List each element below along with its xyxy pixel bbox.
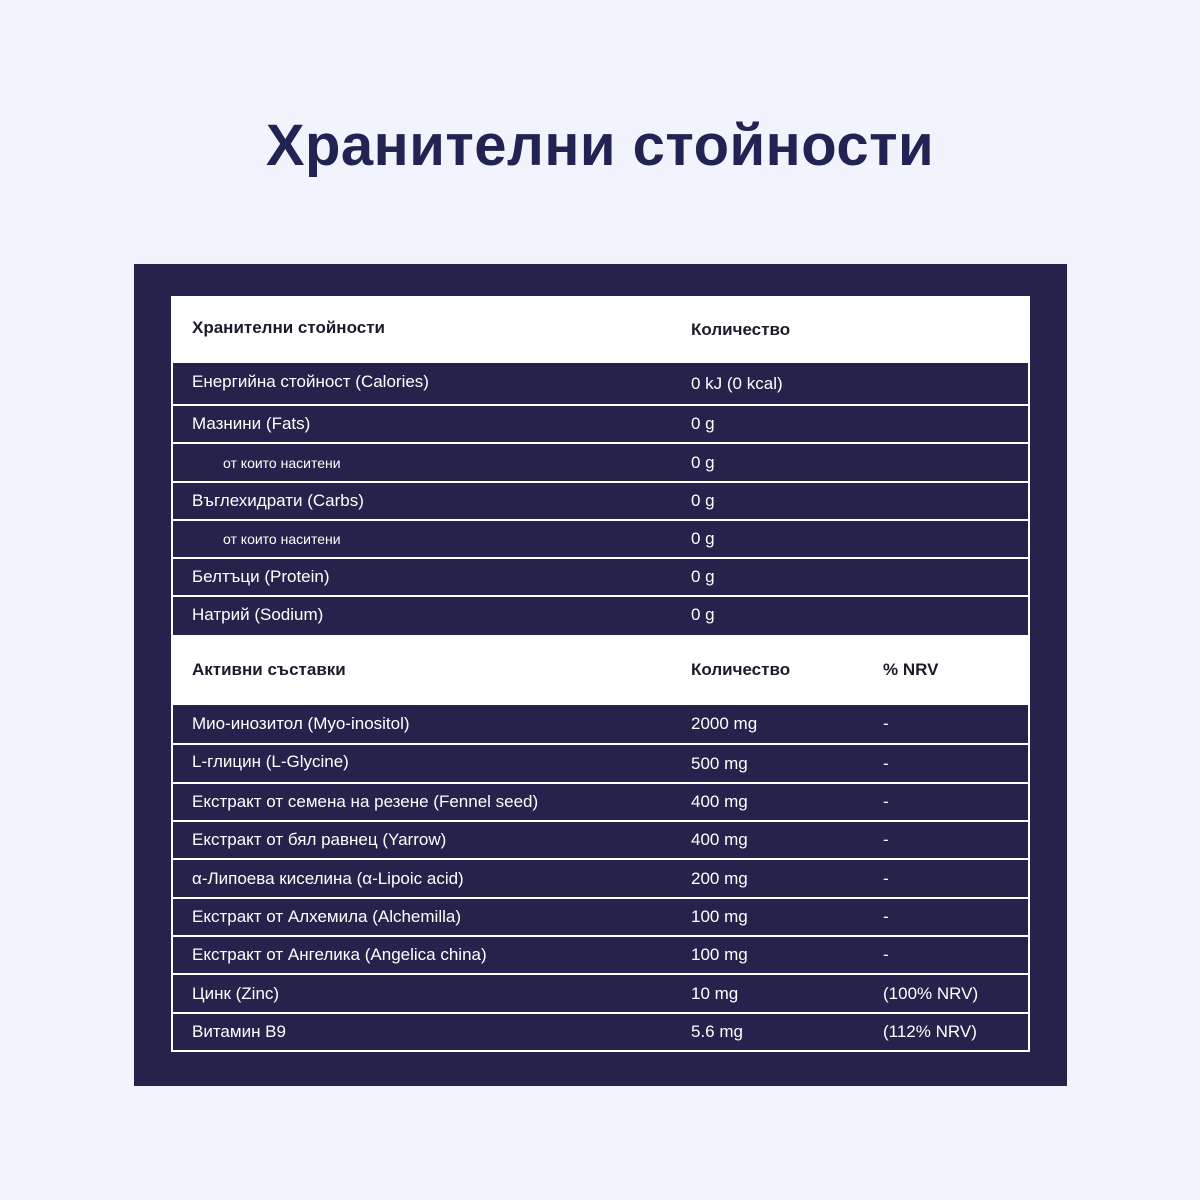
row-name: Мио-инозитол (Myo-inositol)	[192, 714, 410, 733]
row-amount: 2000 mg	[691, 714, 758, 733]
table-row	[171, 559, 1030, 597]
nutrition-panel	[134, 264, 1067, 1086]
row-amount: 100 mg	[691, 945, 748, 964]
row-name: L-глицин (L-Glycine)	[192, 751, 349, 771]
row-name: Мазнини (Fats)	[192, 414, 311, 433]
row-nrv: -	[883, 868, 889, 888]
row-name: Енергийна стойност (Calories)	[192, 372, 429, 391]
table-row	[171, 860, 1030, 899]
row-name: Белтъци (Protein)	[192, 567, 330, 586]
table-row	[171, 975, 1030, 1014]
row-amount: 0 g	[691, 452, 715, 472]
row-amount: 0 g	[691, 414, 715, 433]
table-row	[171, 597, 1030, 635]
row-amount: 0 g	[691, 604, 715, 624]
row-amount: 500 mg	[691, 753, 748, 773]
table-row	[171, 784, 1030, 822]
row-nrv: -	[883, 714, 889, 733]
row-name: Екстракт от бял равнец (Yarrow)	[192, 830, 447, 849]
table-row	[171, 521, 1030, 559]
table-row	[171, 483, 1030, 521]
row-name: Екстракт от Ангелика (Angelica china)	[192, 945, 487, 964]
table-row	[171, 899, 1030, 937]
actives-header-name: Активни съставки	[192, 660, 346, 679]
nutrition-table	[171, 296, 1030, 1052]
row-amount: 0 g	[691, 491, 715, 510]
row-amount: 200 mg	[691, 868, 748, 888]
table-row	[171, 444, 1030, 483]
row-amount: 400 mg	[691, 792, 748, 811]
table-row	[171, 822, 1030, 860]
row-name: Натрий (Sodium)	[192, 604, 324, 624]
row-nrv: (112% NRV)	[883, 1022, 977, 1041]
row-name: от които наситени	[223, 454, 341, 471]
nutrition-header-name: Хранителни стойности	[192, 317, 385, 337]
nutrition-header-amount: Количество	[691, 319, 791, 339]
row-name: Екстракт от семена на резене (Fennel seed)	[192, 792, 539, 811]
row-name: Въглехидрати (Carbs)	[192, 491, 364, 510]
nutrition-header-row	[171, 296, 1030, 363]
table-row	[171, 363, 1030, 406]
row-name: Витамин B9	[192, 1022, 286, 1041]
page-title: Хранителни стойности	[265, 113, 935, 178]
row-amount: 5.6 mg	[691, 1022, 743, 1041]
actives-header-nrv: % NRV	[883, 660, 939, 679]
row-amount: 0 kJ (0 kcal)	[691, 373, 783, 393]
actives-header-row	[171, 635, 1030, 705]
row-nrv: -	[883, 792, 889, 811]
row-amount: 0 g	[691, 529, 715, 548]
row-nrv: -	[883, 830, 889, 849]
row-name: от които наситени	[223, 531, 341, 547]
row-nrv: -	[883, 945, 889, 964]
row-nrv: (100% NRV)	[883, 983, 979, 1003]
row-nrv: -	[883, 753, 889, 773]
row-name: α-Липоева киселина (α-Lipoic acid)	[192, 868, 464, 888]
row-amount: 100 mg	[691, 907, 748, 926]
table-row	[171, 745, 1030, 784]
row-amount: 400 mg	[691, 830, 748, 849]
table-row	[171, 406, 1030, 444]
row-nrv: -	[883, 907, 889, 926]
row-amount: 0 g	[691, 567, 715, 586]
table-row	[171, 705, 1030, 745]
table-row	[171, 1014, 1030, 1052]
table-row	[171, 937, 1030, 975]
row-name: Екстракт от Алхемила (Alchemilla)	[192, 907, 461, 926]
actives-header-amount: Количество	[691, 660, 791, 679]
row-amount: 10 mg	[691, 983, 739, 1003]
row-name: Цинк (Zinc)	[192, 983, 280, 1003]
